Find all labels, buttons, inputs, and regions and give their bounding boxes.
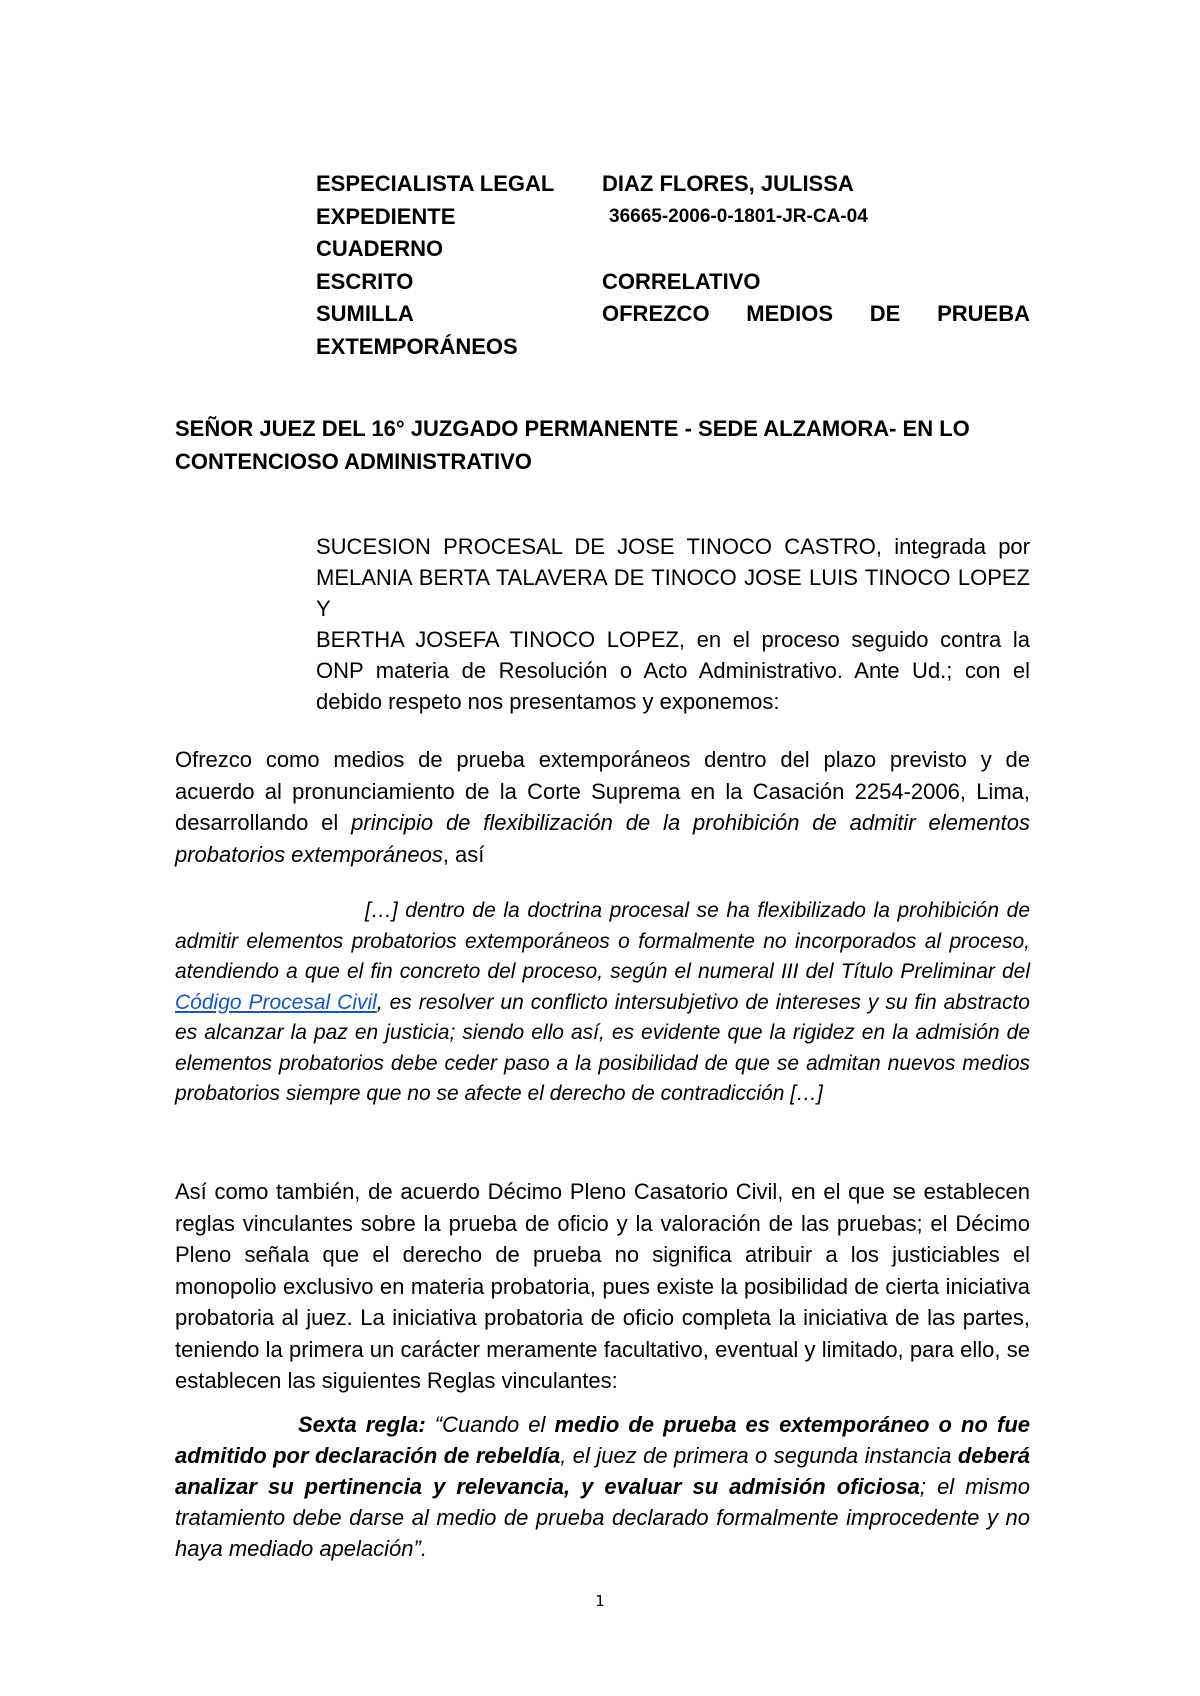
pleno-paragraph: Así como también, de acuerdo Décimo Pleno Casatorio Civil, en el que se establecen reglas vinculantes sobre la prueba de oficio y la valoración de las pruebas; el Décimo Pleno señala que el derecho de prueba no significa atribuir a los justiciables el monopolio exclusivo en materia probatoria, pues existe la posibilidad de cierta iniciativa probatoria al juez. La iniciativa probatoria de oficio completa la iniciativa de las partes, teniendo la primera un carácter meramente facultativo, eventual y limitado, para ello, se establecen las siguientes Reglas vinculantes:	[175, 1179, 1030, 1393]
header-row-expediente	[316, 201, 1030, 234]
ofrezco-text: Ofrezco como medios de prueba extemporáneos dentro del plazo previsto y de acuerdo al pronunciamiento de la Corte Suprema en la Casación 2254-2006, Lima, desarrollando el	[175, 747, 1030, 835]
sumilla-word: PRUEBA	[937, 301, 1030, 326]
header-row-sumilla-continuation	[316, 331, 1030, 364]
rule-bold-1: medio de prueba es extemporáneo o no fue admitido por declaración de rebeldía	[175, 1412, 1030, 1468]
header-row-cuaderno	[316, 233, 1030, 266]
rule-label: Sexta regla:	[298, 1412, 426, 1437]
page-number: 1	[595, 1592, 605, 1610]
ofrezco-principle: principio de flexibilización de la prohibición de admitir elementos probatorios extemporáneos	[175, 810, 1030, 867]
sumilla-word: OFREZCO	[602, 301, 710, 326]
header-row-especialista	[316, 168, 1030, 201]
expediente-value: 36665-2006-0-1801-JR-CA-04	[609, 205, 868, 227]
header-row-escrito	[316, 266, 1030, 299]
parties-line-2: BERTHA JOSEFA TINOCO LOPEZ, en el proceso seguido contra la ONP materia de Resolución o Acto Administrativo. Ante Ud.; con el debido respeto nos presentamos y exponemos:	[316, 627, 1030, 714]
rule-bold-2: deberá analizar su pertinencia y relevancia, y evaluar su admisión oficiosa	[175, 1443, 1031, 1499]
sexta-regla-paragraph	[175, 1409, 1030, 1564]
especialista-label: ESPECIALISTA LEGAL	[316, 171, 555, 196]
ofrezco-paragraph	[175, 744, 1030, 870]
casacion-quote	[175, 896, 1030, 1110]
addressee-heading: SEÑOR JUEZ DEL 16° JUZGADO PERMANENTE - SEDE ALZAMORA- EN LO CONTENCIOSO ADMINISTRATIVO	[175, 416, 970, 474]
parties-paragraph	[316, 531, 1030, 717]
sumilla-continuation: EXTEMPORÁNEOS	[316, 333, 518, 359]
escrito-value: CORRELATIVO	[602, 268, 761, 294]
rule-text: ; el mismo tratamiento debe darse al medio de prueba declarado formalmente improcedente y no haya mediado apelación”.	[175, 1474, 1030, 1561]
rule-text: “Cuando el	[425, 1412, 555, 1437]
header-row-sumilla	[316, 298, 1030, 331]
rule-text: , el juez de primera o segunda instancia	[560, 1443, 958, 1468]
expediente-label: EXPEDIENTE	[316, 203, 456, 229]
quote-text-continued: , es resolver un conflicto intersubjetivo de intereses y su fin abstracto es alcanzar la paz en justicia; siendo ello así, es evidente que la rigidez en la admisión de elementos probatorios debe ceder paso a la posibilidad de que se admitan nuevos medios probatorios siempre que no se afecte el derecho de contradicción […]	[175, 990, 1030, 1105]
especialista-value: DIAZ FLORES, JULISSA	[602, 171, 854, 196]
cuaderno-label: CUADERNO	[316, 236, 444, 261]
quote-text: […] dentro de la doctrina procesal se ha flexibilizado la prohibición de admitir elementos probatorios extemporáneos o formalmente no incorporados al proceso, atendiendo a que el fin concreto del proceso, según el numeral III del Título Preliminar del	[175, 899, 1030, 983]
escrito-label: ESCRITO	[316, 268, 414, 294]
sumilla-word: MEDIOS	[746, 301, 834, 326]
case-header	[316, 168, 1030, 363]
parties-line-1: SUCESION PROCESAL DE JOSE TINOCO CASTRO, integrada por MELANIA BERTA TALAVERA DE TINOCO JOSE LUIS TINOCO LOPEZ Y	[316, 534, 1030, 621]
codigo-procesal-civil-link[interactable]: Código Procesal Civil	[175, 990, 377, 1014]
ofrezco-tail: , así	[442, 841, 485, 867]
sumilla-label: SUMILLA	[316, 301, 414, 326]
sumilla-value	[602, 298, 1030, 331]
sumilla-word: DE	[869, 301, 901, 326]
